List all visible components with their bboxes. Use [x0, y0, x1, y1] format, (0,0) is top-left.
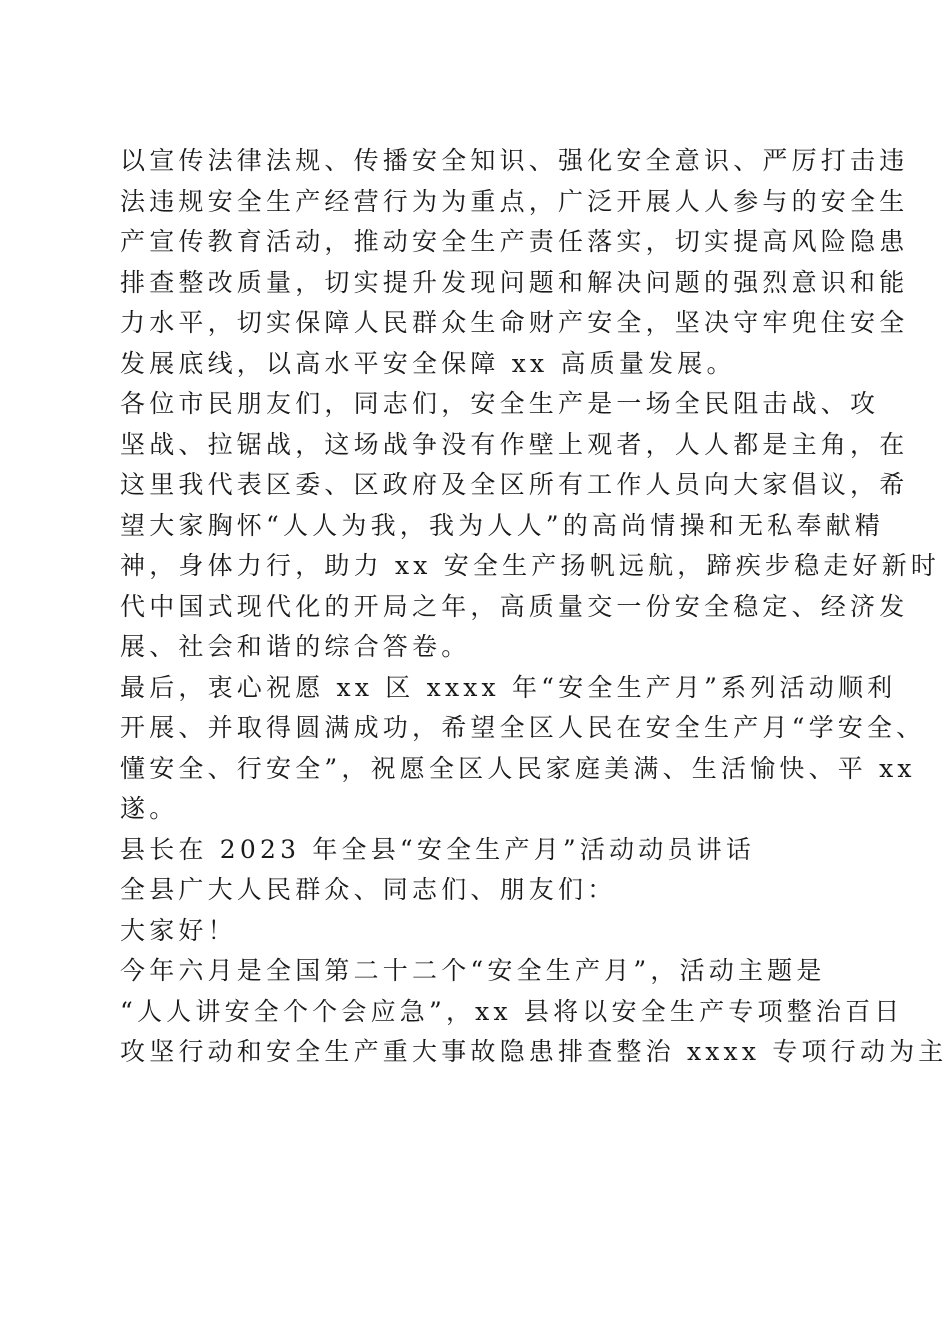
paragraph [120, 384, 941, 668]
text-line: 大家好！ [120, 915, 237, 945]
text-line: 神，身体力行，助力 xx 安全生产扬帆远航，蹄疾步稳走好新时 [120, 551, 941, 580]
body-text [120, 141, 948, 1073]
paragraph [120, 141, 909, 384]
paragraph [120, 911, 825, 952]
text-line: 代中国式现代化的开局之年，高质量交一份安全稳定、经济发 [120, 591, 909, 621]
text-line: 发展底线，以高水平安全保障 xx 高质量发展。 [120, 348, 736, 378]
text-line: 望大家胸怀“人人为我，我为人人”的高尚情操和无私奉献精 [120, 510, 884, 540]
text-line: “人人讲安全个个会应急”，xx 县将以安全生产专项整治百日 [120, 996, 904, 1026]
paragraph [120, 951, 948, 1073]
text-line: 遂。 [120, 794, 179, 823]
text-line: 各位市民朋友们，同志们，安全生产是一场全民阻击战、攻 [120, 389, 880, 418]
text-line: 产宣传教育活动，推动安全生产责任落实，切实提高风险隐患 [120, 227, 909, 256]
text-line: 以宣传法律法规、传播安全知识、强化安全意识、严厉打击违 [120, 146, 909, 175]
paragraph [120, 870, 825, 911]
text-line: 开展、并取得圆满成功，希望全区人民在安全生产月“学安全、 [120, 713, 926, 742]
text-line: 展、社会和谐的综合答卷。 [120, 632, 471, 661]
text-line: 县长在 2023 年全县“安全生产月”活动动员讲话 [120, 834, 756, 864]
text-line: 懂安全、行安全”，祝愿全区人民家庭美满、生活愉快、平 xx [120, 753, 916, 783]
text-line: 最后，衷心祝愿 xx 区 xxxx 年“安全生产月”系列活动顺利 [120, 672, 897, 702]
text-line: 攻坚行动和安全生产重大事故隐患排查整治 xxxx 专项行动为主 [120, 1037, 948, 1066]
text-line: 排查整改质量，切实提升发现问题和解决问题的强烈意识和能 [120, 267, 909, 297]
text-line: 这里我代表区委、区政府及全区所有工作人员向大家倡议，希 [120, 470, 909, 499]
text-line: 力水平，切实保障人民群众生命财产安全，坚决守牢兜住安全 [120, 308, 909, 337]
text-line: 今年六月是全国第二十二个“安全生产月”，活动主题是 [120, 956, 826, 985]
text-line: 全县广大人民群众、同志们、朋友们： [120, 875, 617, 904]
paragraph [120, 830, 825, 871]
paragraph [120, 668, 926, 830]
text-line: 法违规安全生产经营行为为重点，广泛开展人人参与的安全生 [120, 186, 909, 216]
text-line: 坚战、拉锯战，这场战争没有作壁上观者，人人都是主角，在 [120, 429, 909, 459]
